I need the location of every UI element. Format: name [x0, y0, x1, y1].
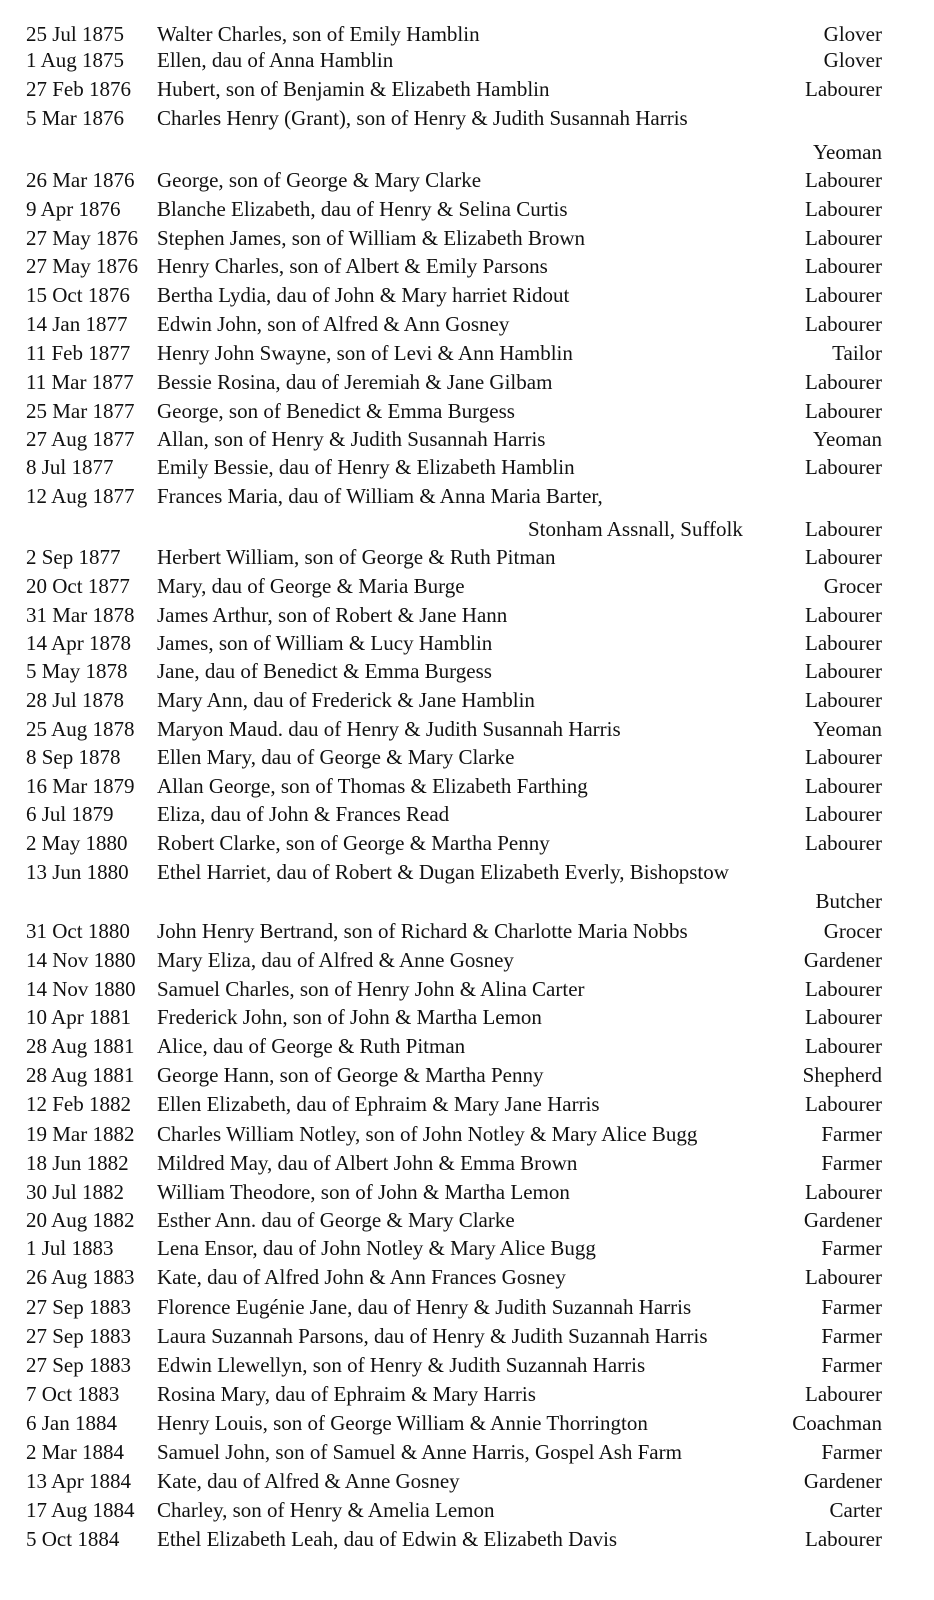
entry-date: 27 Sep 1883: [26, 1353, 131, 1377]
entry-description: Herbert William, son of George & Ruth Pitman: [157, 545, 556, 569]
entry-occupation: Yeoman: [812, 717, 882, 741]
entry-occupation: Farmer: [821, 1324, 882, 1348]
entry-description: John Henry Bertrand, son of Richard & Charlotte Maria Nobbs: [157, 919, 688, 943]
entry-date: 27 May 1876: [26, 254, 138, 278]
register-entry: [0, 104, 934, 132]
entry-occupation: Grocer: [823, 919, 882, 943]
register-entry: [0, 543, 934, 571]
entry-description: Charles Henry (Grant), son of Henry & Judith Susannah Harris: [157, 106, 688, 130]
entry-description: Esther Ann. dau of George & Mary Clarke: [157, 1208, 515, 1232]
entry-description: Walter Charles, son of Emily Hamblin: [157, 22, 480, 46]
entry-occupation: Labourer: [805, 370, 882, 394]
entry-date: 27 Sep 1883: [26, 1324, 131, 1348]
register-entry: [0, 1525, 934, 1553]
register-entry: [0, 425, 934, 453]
entry-date: 27 Feb 1876: [26, 77, 131, 101]
entry-occupation: Yeoman: [812, 427, 882, 451]
entry-date: 26 Aug 1883: [26, 1265, 135, 1289]
entry-occupation: Grocer: [823, 574, 882, 598]
register-entry: [0, 310, 934, 338]
register-entry: [0, 1003, 934, 1031]
entry-date: 28 Aug 1881: [26, 1034, 135, 1058]
entry-occupation: Labourer: [805, 168, 882, 192]
entry-description: Samuel John, son of Samuel & Anne Harris, Gospel Ash Farm: [157, 1440, 682, 1464]
entry-description: Edwin Llewellyn, son of Henry & Judith Suzannah Harris: [157, 1353, 646, 1377]
entry-date: 7 Oct 1883: [26, 1382, 120, 1406]
entry-description: Mary, dau of George & Maria Burge: [157, 574, 465, 598]
register-entry: [0, 1496, 934, 1524]
entry-occupation: Labourer: [805, 517, 882, 541]
register-entry: [0, 887, 934, 915]
register-entry: [0, 686, 934, 714]
entry-description: Robert Clarke, son of George & Martha Penny: [157, 831, 550, 855]
entry-description: Ethel Harriet, dau of Robert & Dugan Elizabeth Everly, Bishopstow: [157, 860, 729, 884]
register-entry: [0, 482, 934, 510]
entry-date: 28 Jul 1878: [26, 688, 125, 712]
entry-description: Henry Charles, son of Albert & Emily Parsons: [157, 254, 548, 278]
entry-date: 18 Jun 1882: [26, 1151, 129, 1175]
entry-description: Ellen, dau of Anna Hamblin: [157, 48, 394, 72]
register-entry: [0, 453, 934, 481]
entry-description: George Hann, son of George & Martha Penny: [157, 1063, 544, 1087]
register-entry: [0, 138, 934, 166]
entry-occupation: Tailor: [832, 341, 882, 365]
entry-occupation: Labourer: [805, 977, 882, 1001]
register-entry: [0, 1149, 934, 1177]
entry-occupation: Gardener: [803, 1469, 882, 1493]
register-entry: [0, 800, 934, 828]
register-entry: [0, 75, 934, 103]
entry-description: Edwin John, son of Alfred & Ann Gosney: [157, 312, 510, 336]
entry-occupation: Labourer: [805, 1527, 882, 1551]
entry-occupation: Farmer: [821, 1440, 882, 1464]
entry-description: George, son of Benedict & Emma Burgess: [157, 399, 515, 423]
entry-date: 5 May 1878: [26, 659, 128, 683]
register-entry: [0, 1120, 934, 1148]
entry-occupation: Gardener: [803, 1208, 882, 1232]
entry-description: Mary Ann, dau of Frederick & Jane Hamblin: [157, 688, 535, 712]
entry-date: 2 May 1880: [26, 831, 128, 855]
entry-date: 20 Aug 1882: [26, 1208, 135, 1232]
entry-occupation: Farmer: [821, 1353, 882, 1377]
register-entry: [0, 629, 934, 657]
register-entry: [0, 572, 934, 600]
entry-date: 31 Mar 1878: [26, 603, 135, 627]
register-entry: [0, 829, 934, 857]
register-entry: [0, 715, 934, 743]
entry-description: Samuel Charles, son of Henry John & Alina Carter: [157, 977, 585, 1001]
entry-occupation: Labourer: [805, 745, 882, 769]
entry-date: 25 Mar 1877: [26, 399, 135, 423]
entry-date: 14 Apr 1878: [26, 631, 131, 655]
entry-occupation: Glover: [823, 48, 882, 72]
register-entry: [0, 339, 934, 367]
entry-occupation: Labourer: [805, 226, 882, 250]
entry-occupation: Labourer: [805, 1005, 882, 1029]
register-entry: [0, 1090, 934, 1118]
register-entry: [0, 46, 934, 74]
entry-description: James Arthur, son of Robert & Jane Hann: [157, 603, 508, 627]
register-entry: [0, 1178, 934, 1206]
entry-description: Henry John Swayne, son of Levi & Ann Hamblin: [157, 341, 573, 365]
register-entry: [0, 975, 934, 1003]
entry-date: 5 Oct 1884: [26, 1527, 120, 1551]
entry-description: Ethel Elizabeth Leah, dau of Edwin & Elizabeth Davis: [157, 1527, 618, 1551]
register-entry: [0, 195, 934, 223]
entry-description: Blanche Elizabeth, dau of Henry & Selina Curtis: [157, 197, 568, 221]
entry-date: 8 Jul 1877: [26, 455, 114, 479]
entry-occupation: Shepherd: [802, 1063, 882, 1087]
entry-date: 9 Apr 1876: [26, 197, 121, 221]
entry-description: William Theodore, son of John & Martha Lemon: [157, 1180, 570, 1204]
entry-date: 19 Mar 1882: [26, 1122, 135, 1146]
entry-date: 17 Aug 1884: [26, 1498, 135, 1522]
register-entry: [0, 1293, 934, 1321]
entry-date: 13 Apr 1884: [26, 1469, 131, 1493]
entry-date: 14 Jan 1877: [26, 312, 128, 336]
register-entry: [0, 1032, 934, 1060]
register-entry: [0, 1438, 934, 1466]
entry-occupation: Farmer: [821, 1295, 882, 1319]
entry-date: 30 Jul 1882: [26, 1180, 125, 1204]
register-entry: [0, 1322, 934, 1350]
entry-description: Charley, son of Henry & Amelia Lemon: [157, 1498, 495, 1522]
entry-occupation: Labourer: [805, 603, 882, 627]
entry-occupation: Labourer: [805, 254, 882, 278]
entry-date: 6 Jan 1884: [26, 1411, 117, 1435]
register-entry: [0, 743, 934, 771]
entry-description: Emily Bessie, dau of Henry & Elizabeth Hamblin: [157, 455, 575, 479]
entry-description: Kate, dau of Alfred John & Ann Frances Gosney: [157, 1265, 566, 1289]
register-entry: [0, 772, 934, 800]
entry-description: James, son of William & Lucy Hamblin: [157, 631, 493, 655]
entry-description: Eliza, dau of John & Frances Read: [157, 802, 450, 826]
entry-date: 11 Feb 1877: [26, 341, 131, 365]
entry-occupation: Labourer: [805, 312, 882, 336]
entry-occupation: Labourer: [805, 545, 882, 569]
entry-occupation: Labourer: [805, 688, 882, 712]
entry-date: 12 Aug 1877: [26, 484, 135, 508]
entry-description: Charles William Notley, son of John Notley & Mary Alice Bugg: [157, 1122, 698, 1146]
entry-description: Henry Louis, son of George William & Annie Thorrington: [157, 1411, 648, 1435]
entry-date: 28 Aug 1881: [26, 1063, 135, 1087]
register-entry: [0, 1061, 934, 1089]
register-entry: [0, 20, 934, 48]
entry-date: 1 Aug 1875: [26, 48, 125, 72]
entry-description: Laura Suzannah Parsons, dau of Henry & Judith Suzannah Harris: [157, 1324, 708, 1348]
register-entry: [0, 281, 934, 309]
entry-occupation: Labourer: [805, 631, 882, 655]
entry-occupation: Yeoman: [812, 140, 882, 164]
entry-date: 25 Jul 1875: [26, 22, 125, 46]
entry-occupation: Farmer: [821, 1236, 882, 1260]
entry-occupation: Gardener: [803, 948, 882, 972]
entry-description: Frederick John, son of John & Martha Lemon: [157, 1005, 542, 1029]
entry-description: Bertha Lydia, dau of John & Mary harriet Ridout: [157, 283, 570, 307]
entry-occupation: Labourer: [805, 1092, 882, 1116]
entry-description: Ellen Elizabeth, dau of Ephraim & Mary Jane Harris: [157, 1092, 600, 1116]
entry-description: Alice, dau of George & Ruth Pitman: [157, 1034, 466, 1058]
entry-description: Mary Eliza, dau of Alfred & Anne Gosney: [157, 948, 514, 972]
entry-description: Florence Eugénie Jane, dau of Henry & Judith Suzannah Harris: [157, 1295, 692, 1319]
entry-date: 12 Feb 1882: [26, 1092, 131, 1116]
entry-date: 10 Apr 1881: [26, 1005, 131, 1029]
entry-description: Lena Ensor, dau of John Notley & Mary Alice Bugg: [157, 1236, 596, 1260]
register-entry: [0, 1351, 934, 1379]
register-entry: [0, 1380, 934, 1408]
entry-occupation: Labourer: [805, 197, 882, 221]
entry-date: 16 Mar 1879: [26, 774, 135, 798]
register-entry: [0, 166, 934, 194]
entry-description: Frances Maria, dau of William & Anna Maria Barter,: [157, 484, 603, 508]
entry-description: Allan George, son of Thomas & Elizabeth Farthing: [157, 774, 588, 798]
register-entry: [0, 657, 934, 685]
entry-description: Mildred May, dau of Albert John & Emma Brown: [157, 1151, 578, 1175]
entry-description: Kate, dau of Alfred & Anne Gosney: [157, 1469, 460, 1493]
entry-occupation: Labourer: [805, 774, 882, 798]
entry-occupation: Labourer: [805, 1034, 882, 1058]
entry-occupation: Labourer: [805, 1265, 882, 1289]
entry-occupation: Labourer: [805, 1382, 882, 1406]
entry-date: 2 Sep 1877: [26, 545, 121, 569]
entry-date: 27 Aug 1877: [26, 427, 135, 451]
entry-description: Rosina Mary, dau of Ephraim & Mary Harris: [157, 1382, 536, 1406]
entry-date: 26 Mar 1876: [26, 168, 135, 192]
entry-description: Allan, son of Henry & Judith Susannah Harris: [157, 427, 546, 451]
register-entry: [0, 858, 934, 886]
entry-date: 13 Jun 1880: [26, 860, 129, 884]
entry-occupation: Labourer: [805, 802, 882, 826]
register-entry: [0, 917, 934, 945]
entry-occupation: Farmer: [821, 1151, 882, 1175]
entry-occupation: Labourer: [805, 1180, 882, 1204]
entry-date: 31 Oct 1880: [26, 919, 130, 943]
entry-description: Bessie Rosina, dau of Jeremiah & Jane Gilbam: [157, 370, 553, 394]
entry-occupation: Labourer: [805, 399, 882, 423]
entry-date: 14 Nov 1880: [26, 977, 136, 1001]
entry-occupation: Labourer: [805, 659, 882, 683]
register-entry: [0, 252, 934, 280]
entry-date: 27 Sep 1883: [26, 1295, 131, 1319]
entry-description: Jane, dau of Benedict & Emma Burgess: [157, 659, 492, 683]
entry-occupation: Labourer: [805, 831, 882, 855]
entry-description: Ellen Mary, dau of George & Mary Clarke: [157, 745, 515, 769]
entry-date: 14 Nov 1880: [26, 948, 136, 972]
entry-occupation: Labourer: [805, 77, 882, 101]
entry-date: 8 Sep 1878: [26, 745, 121, 769]
entry-occupation: Coachman: [792, 1411, 882, 1435]
entry-occupation: Farmer: [821, 1122, 882, 1146]
register-entry: [0, 1409, 934, 1437]
register-entry: [0, 601, 934, 629]
entry-occupation: Carter: [829, 1498, 882, 1522]
register-entry: [0, 946, 934, 974]
entry-date: 15 Oct 1876: [26, 283, 130, 307]
entry-date: 27 May 1876: [26, 226, 138, 250]
register-entry: [0, 1234, 934, 1262]
entry-description: Stonham Assnall, Suffolk: [528, 517, 743, 541]
entry-description: George, son of George & Mary Clarke: [157, 168, 482, 192]
entry-occupation: Labourer: [805, 455, 882, 479]
entry-description: Stephen James, son of William & Elizabeth Brown: [157, 226, 586, 250]
register-entry: [0, 1263, 934, 1291]
register-entry: [0, 397, 934, 425]
entry-description: Hubert, son of Benjamin & Elizabeth Hamblin: [157, 77, 550, 101]
register-entry: [0, 1467, 934, 1495]
entry-date: 2 Mar 1884: [26, 1440, 124, 1464]
entry-date: 25 Aug 1878: [26, 717, 135, 741]
register-entry: [0, 224, 934, 252]
entry-date: 1 Jul 1883: [26, 1236, 114, 1260]
entry-date: 5 Mar 1876: [26, 106, 124, 130]
entry-occupation: Labourer: [805, 283, 882, 307]
entry-occupation: Butcher: [815, 889, 882, 913]
entry-date: 20 Oct 1877: [26, 574, 130, 598]
entry-date: 6 Jul 1879: [26, 802, 114, 826]
entry-date: 11 Mar 1877: [26, 370, 134, 394]
entry-description: Maryon Maud. dau of Henry & Judith Susannah Harris: [157, 717, 621, 741]
entry-occupation: Glover: [823, 22, 882, 46]
register-entry: [0, 368, 934, 396]
register-entry: [0, 515, 934, 543]
register-entry: [0, 1206, 934, 1234]
